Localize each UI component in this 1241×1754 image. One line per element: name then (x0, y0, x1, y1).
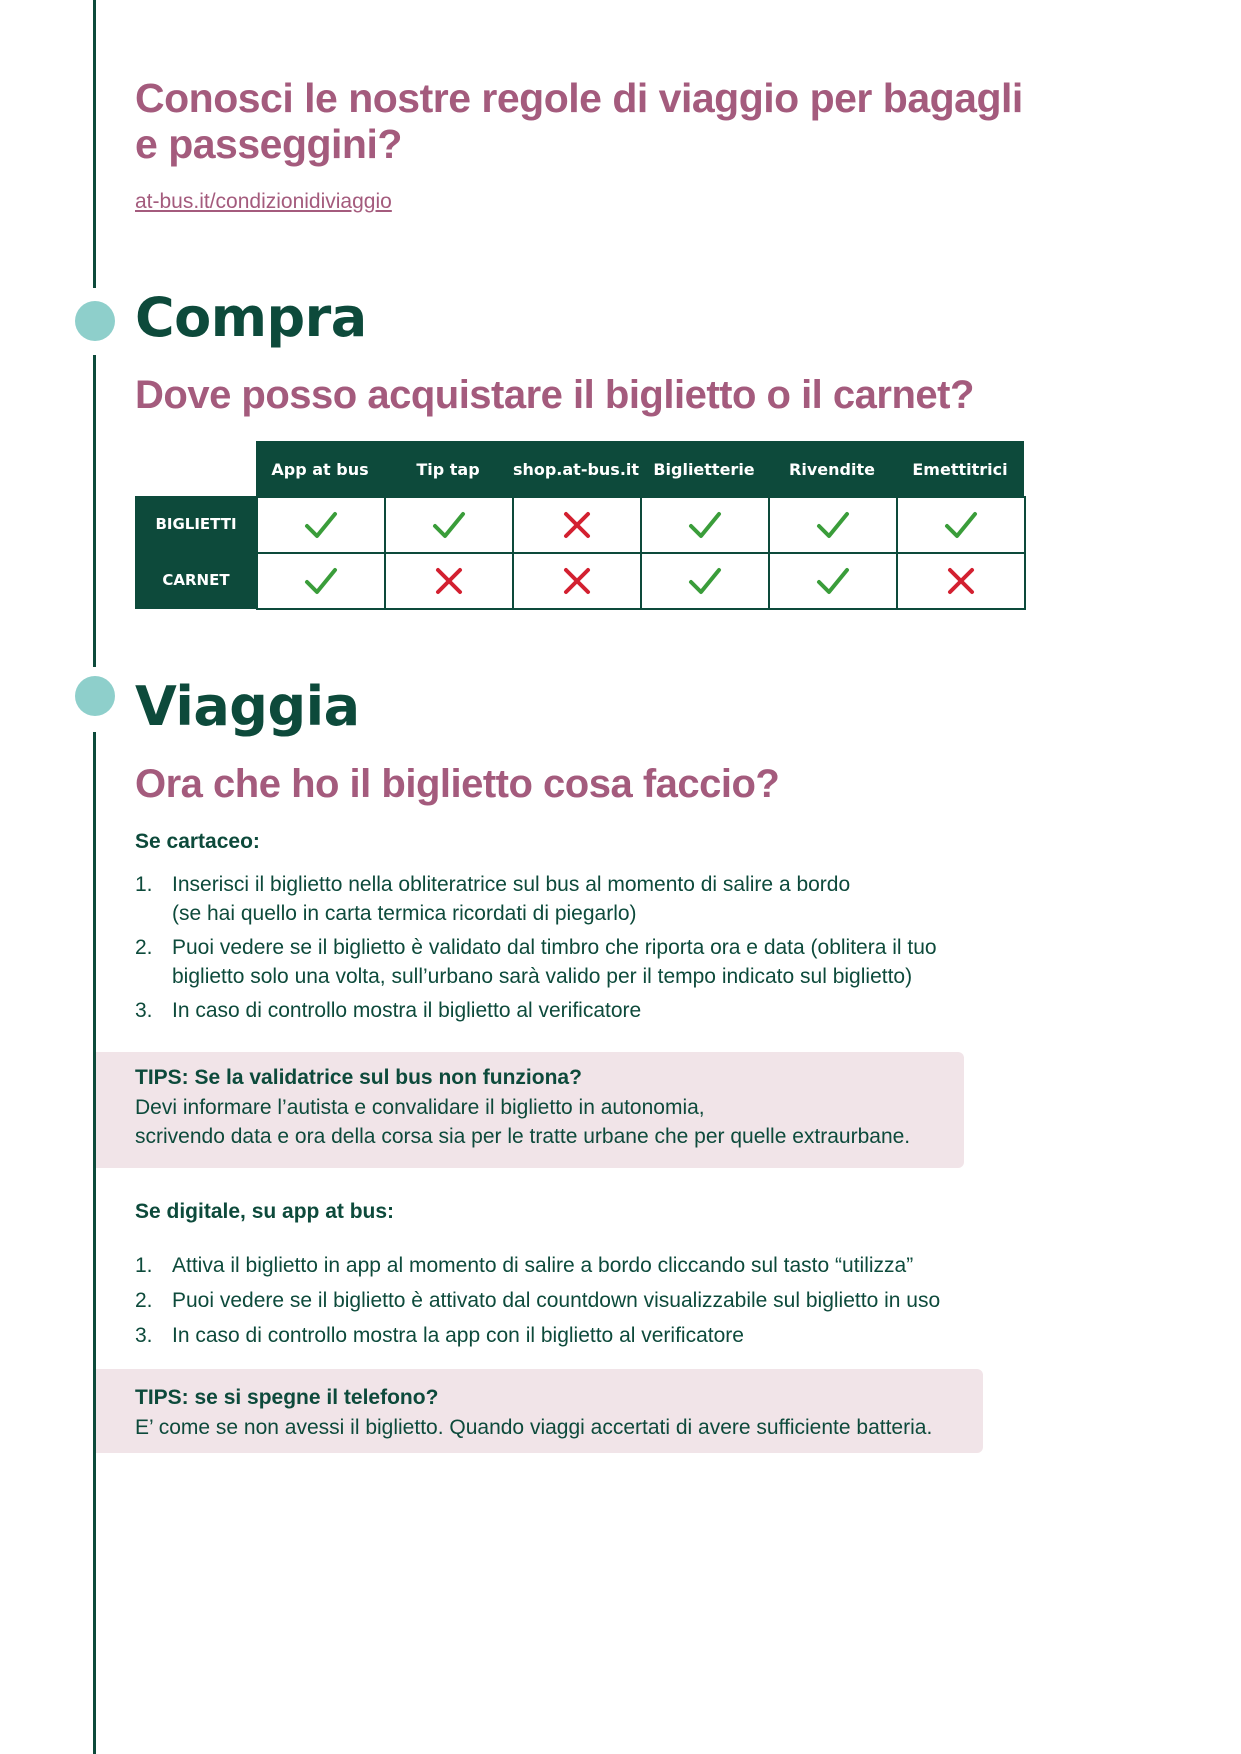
step-number: 1. (135, 873, 153, 896)
tips-line: Devi informare l’autista e convalidare il biglietto in autonomia, (135, 1096, 705, 1119)
page-title-line2: e passeggini? (135, 121, 402, 167)
cross-icon (432, 564, 466, 598)
check-icon (944, 508, 978, 542)
availability-cell (256, 552, 386, 610)
list-item (135, 996, 937, 1025)
tips-body (135, 1093, 910, 1151)
step-number: 1. (135, 1254, 153, 1277)
column-header: Biglietterie (653, 460, 755, 479)
column-header: App at bus (271, 460, 369, 479)
check-icon (816, 508, 850, 542)
availability-cell (896, 552, 1026, 610)
availability-cell (512, 552, 642, 610)
list-item (135, 1286, 940, 1315)
section-title-compra: Compra (135, 286, 367, 349)
availability-cell (384, 496, 514, 554)
digital-ticket-label: Se digitale, su app at bus: (135, 1200, 395, 1223)
timeline-dot-compra (75, 301, 115, 341)
step-number: 2. (135, 936, 153, 959)
list-item (135, 1251, 940, 1280)
tips-box-phone (96, 1369, 983, 1453)
section-title-viaggia: Viaggia (135, 675, 360, 738)
step-text: Inserisci il biglietto nella obliteratrice sul bus al momento di salire a bordo (172, 873, 851, 896)
check-icon (688, 564, 722, 598)
step-text: biglietto solo una volta, sull’urbano sarà valido per il tempo indicato sul biglietto) (172, 965, 913, 988)
tips-title: TIPS: Se la validatrice sul bus non funziona? (135, 1066, 582, 1089)
tips-body (135, 1413, 932, 1442)
step-text: (se hai quello in carta termica ricordati di piegarlo) (172, 902, 637, 925)
paper-ticket-label: Se cartaceo: (135, 830, 260, 853)
check-icon (688, 508, 722, 542)
list-item (135, 933, 937, 991)
paper-ticket-steps (135, 870, 937, 1025)
step-number: 3. (135, 999, 153, 1022)
availability-cell (768, 496, 898, 554)
row-label-carnet: CARNET (135, 552, 257, 609)
availability-cell (384, 552, 514, 610)
step-text: Puoi vedere se il biglietto è validato dal timbro che riporta ora e data (oblitera il tuo (172, 936, 937, 959)
step-text: In caso di controllo mostra il biglietto al verificatore (172, 999, 642, 1022)
timeline-line-bottom (93, 732, 96, 1754)
column-header: Tip tap (416, 460, 480, 479)
question-compra: Dove posso acquistare il biglietto o il carnet? (135, 373, 974, 417)
check-icon (432, 508, 466, 542)
availability-cell (768, 552, 898, 610)
availability-cell (640, 496, 770, 554)
tips-box-validator (96, 1052, 964, 1168)
cross-icon (560, 508, 594, 542)
table-header-row (256, 441, 1024, 498)
row-label-biglietti: BIGLIETTI (135, 496, 257, 553)
availability-cell (640, 552, 770, 610)
list-item (135, 870, 937, 928)
step-text: Puoi vedere se il biglietto è attivato dal countdown visualizzabile sul biglietto in uso (172, 1289, 941, 1312)
timeline-line-top (93, 0, 96, 288)
tips-title: TIPS: se si spegne il telefono? (135, 1386, 439, 1409)
step-number: 2. (135, 1289, 153, 1312)
column-header: Emettitrici (912, 460, 1008, 479)
timeline-line-middle (93, 355, 96, 667)
step-text: Attiva il biglietto in app al momento di salire a bordo cliccando sul tasto “utilizza” (172, 1254, 914, 1277)
column-header: Rivendite (789, 460, 875, 479)
availability-cell (512, 496, 642, 554)
availability-cell (256, 496, 386, 554)
page-title-line1: Conosci le nostre regole di viaggio per bagagli (135, 75, 1023, 121)
cross-icon (944, 564, 978, 598)
cross-icon (560, 564, 594, 598)
question-viaggia: Ora che ho il biglietto cosa faccio? (135, 762, 780, 806)
step-text: In caso di controllo mostra la app con il biglietto al verificatore (172, 1324, 744, 1347)
check-icon (816, 564, 850, 598)
tips-line: scrivendo data e ora della corsa sia per le tratte urbane che per quelle extraurbane. (135, 1125, 911, 1148)
column-header: shop.at-bus.it (512, 460, 640, 479)
check-icon (304, 508, 338, 542)
digital-ticket-steps (135, 1251, 940, 1350)
step-number: 3. (135, 1324, 153, 1347)
tips-line: E’ come se non avessi il biglietto. Quando viaggi accertati di avere sufficiente batteria. (135, 1416, 933, 1439)
availability-cell (896, 496, 1026, 554)
list-item (135, 1321, 940, 1350)
conditions-link[interactable]: at-bus.it/condizionidiviaggio (135, 190, 392, 213)
timeline-dot-viaggia (75, 676, 115, 716)
check-icon (304, 564, 338, 598)
